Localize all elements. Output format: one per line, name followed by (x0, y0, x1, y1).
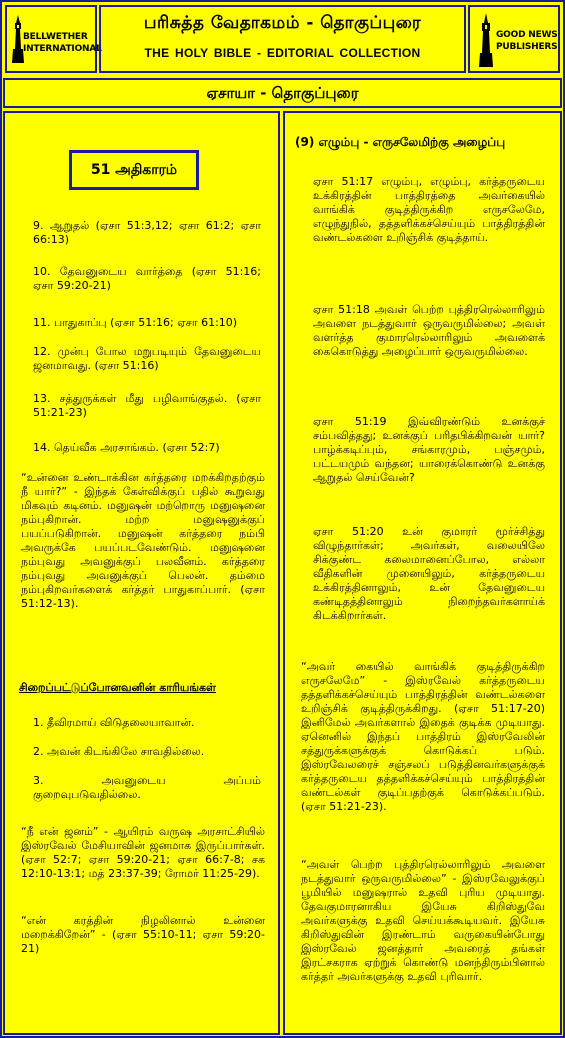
tower-icon (477, 13, 495, 69)
right-column (283, 111, 562, 1035)
section-heading: (9) எழும்பு - எருசலேமிற்கு அழைப்பு (295, 135, 506, 149)
list-item: 13. சத்துருக்கள் மீது பழிவாங்குதல். (ஏசா 51:21-23) (33, 392, 261, 419)
paragraph: “உன்னை உண்டாக்கின கர்த்தரை மறக்கிறதற்கும் நீ யார்?” - இந்தக் கேள்விக்குப் பதில் கூறுவது மிகவும் கடினம். மனுஷன் மற்றொரு மனுஷனை நம்புகிறான். மற்ற மனுஷனுக்குப் பயப்படுகிறான். மனுஷன் கர்த்தரை நம்பி அவருக்கே பயப்படவேண்டும். மனுஷனை நம்புவது அவனுக்குப் பலவீனம். கர்த்தரை நம்புவது அவனுக்குப் பெலன். தம்மை நம்புகிறவர்களைக் கர்த்தர் பாதுகாப்பார். (ஏசா 51:12-13). (21, 471, 265, 610)
paragraph: “என் கரத்தின் நிழலினால் உன்னை மறைக்கிறேன்” - (ஏசா 55:10-11; ஏசா 59:20-21) (21, 914, 265, 955)
verse-paragraph: ஏசா 51:17 எழும்பு, எழும்பு, கர்த்தருடைய உக்கிரத்தின் பாத்திரத்தை அவர்கையில் வாங்கிக் குடித்திருக்கிற எருசலேமே, எழுந்துநில், தத்தளிக்கச்செய்யும் பாத்திரத்தின் வண்டல்களை உறிஞ்சிக் குடித்தாய். (313, 175, 545, 244)
verse-paragraph: ஏசா 51:19 இவ்விரண்டும் உனக்குச் சம்பவித்தது; உனக்குப் பரிதபிக்கிறவன் யார்? பாழ்க்கடிப்பும், சங்காரமும், பஞ்சமும், பட்டயமும் வந்தன; யாரைக்கொண்டு உனக்கு ஆறுதல் செய்வேன்? (313, 415, 545, 484)
list-item: 14. தெய்வீக அரசாங்கம். (ஏசா 52:7) (33, 441, 220, 454)
list-item: 12. முன்பு போல மறுபடியும் தேவனுடைய ஜனமாவது. (ஏசா 51:16) (33, 345, 261, 372)
subtitle-bar: ஏசாயா - தொகுப்புரை (3, 78, 562, 108)
list-item: 11. பாதுகாப்பு (ஏசா 51:16; ஏசா 61:10) (33, 316, 238, 329)
list-item: 10. தேவனுடைய வார்த்தை (ஏசா 51:16; ஏசா 59:20-21) (33, 265, 261, 292)
section-item: 1. தீவிரமாய் விடுதலையாவான். (33, 716, 195, 729)
commentary-paragraph: “அவர் கையில் வாங்கிக் குடித்திருக்கிற எருசலேமே” - இஸ்ரவேல் கர்த்தருடைய தத்தளிக்கச்செய்யும் பாத்திரத்தின் வண்டல்களை உறிஞ்சிக் குடித்திருக்கிறது. (ஏசா 51:17-20) இனிமேல் அவர்களால் இதைக் குடிக்க முடியாது. ஏனெனில் இந்தப் பாத்திரம் இஸ்ரவேலின் சத்துருக்களுக்குக் கொடுக்கப் படும். இஸ்ரவேலரைச் சஞ்சலப் படுத்தினவர்களுக்குக் கர்த்தருடைய தத்தளிக்கச்செய்யும் பாத்திரத்தின் வண்டல்கள் குடிப்பதற்குக் கொடுக்கப்படும். (ஏசா 51:21-23). (301, 660, 545, 813)
bellwether-logo (5, 5, 102, 73)
left-column (3, 111, 280, 1035)
good-news-logo (468, 5, 560, 73)
section-item: 2. அவன் கிடங்கிலே சாவதில்லை. (33, 745, 205, 758)
title-english: THE HOLY BIBLE - EDITORIAL COLLECTION (144, 46, 421, 60)
list-item: 9. ஆறுதல் (ஏசா 51:3,12; ஏசா 61:2; ஏசா 66:13) (33, 219, 261, 246)
title-tamil: பரிசுத்த வேதாகமம் - தொகுப்புரை (143, 13, 422, 33)
section-heading: சிறைப்பட்டுப்போனவனின் காரியங்கள் (19, 681, 216, 694)
logo-right-text: GOOD NEWS PUBLISHERS (496, 30, 558, 52)
section-item: 3. அவனுடைய அப்பம் குறைவுபடுவதில்லை. (33, 774, 261, 801)
header (2, 2, 563, 76)
verse-paragraph: ஏசா 51:20 உன் குமாரர் மூர்ச்சித்து விழுந்தார்கள்; அவர்கள், வலையிலே சிக்குண்ட கலைமானைப்போல, எல்லா வீதிகளின் முனையிலும், கர்த்தருடைய உக்கிரத்தினாலும், உன் தேவனுடைய கண்டிதத்தினாலும் நிறைந்தவர்களாய்க் கிடக்கிறார்கள். (313, 525, 545, 622)
chapter-heading: 51 அதிகாரம் (69, 150, 199, 190)
verse-paragraph: ஏசா 51:18 அவள் பெற்ற புத்திரரெல்லாரிலும் அவளை நடத்துவார் ஒருவருமில்லை; அவள் வளர்த்த குமாரரெல்லாரிலும் அவளைக் கைகொடுத்து அழைப்பார் ஒருவருமில்லை. (313, 303, 545, 358)
paragraph: “நீ என் ஜனம்” - ஆயிரம் வருஷ அரசாட்சியில் இஸ்ரவேல் மேசியாவின் ஜனமாக இருப்பார்கள். (ஏசா 52:7; ஏசா 59:20-21; ஏசா 66:7-8; சக 12:10-13:1; மத் 23:37-39; ரோமர் 11:25-29). (21, 825, 265, 880)
logo-left-text: BELLWETHER INTERNATIONAL (23, 32, 102, 54)
commentary-paragraph: “அவள் பெற்ற புத்திரரெல்லாரிலும் அவளை நடத்துவார் ஒருவருமில்லை” - இஸ்ரவேலுக்குப் பூமியில் மனுஷரால் உதவி புரிய முடியாது. தேவகுமாரனாகிய இயேசு கிறிஸ்துவே அவர்களுக்கு உதவி செய்யக்கூடியவர். இயேசு கிறிஸ்துவின் இரண்டாம் வருகையின்போது இஸ்ரவேல் ஜனத்தார் அவரைத் தங்கள் இரட்சகராக ஏற்றுக் கொண்டு மனந்திரும்பினால் கர்த்தர் அவர்களுக்கு உதவி புரிவார். (301, 858, 545, 983)
title-box (99, 5, 466, 73)
